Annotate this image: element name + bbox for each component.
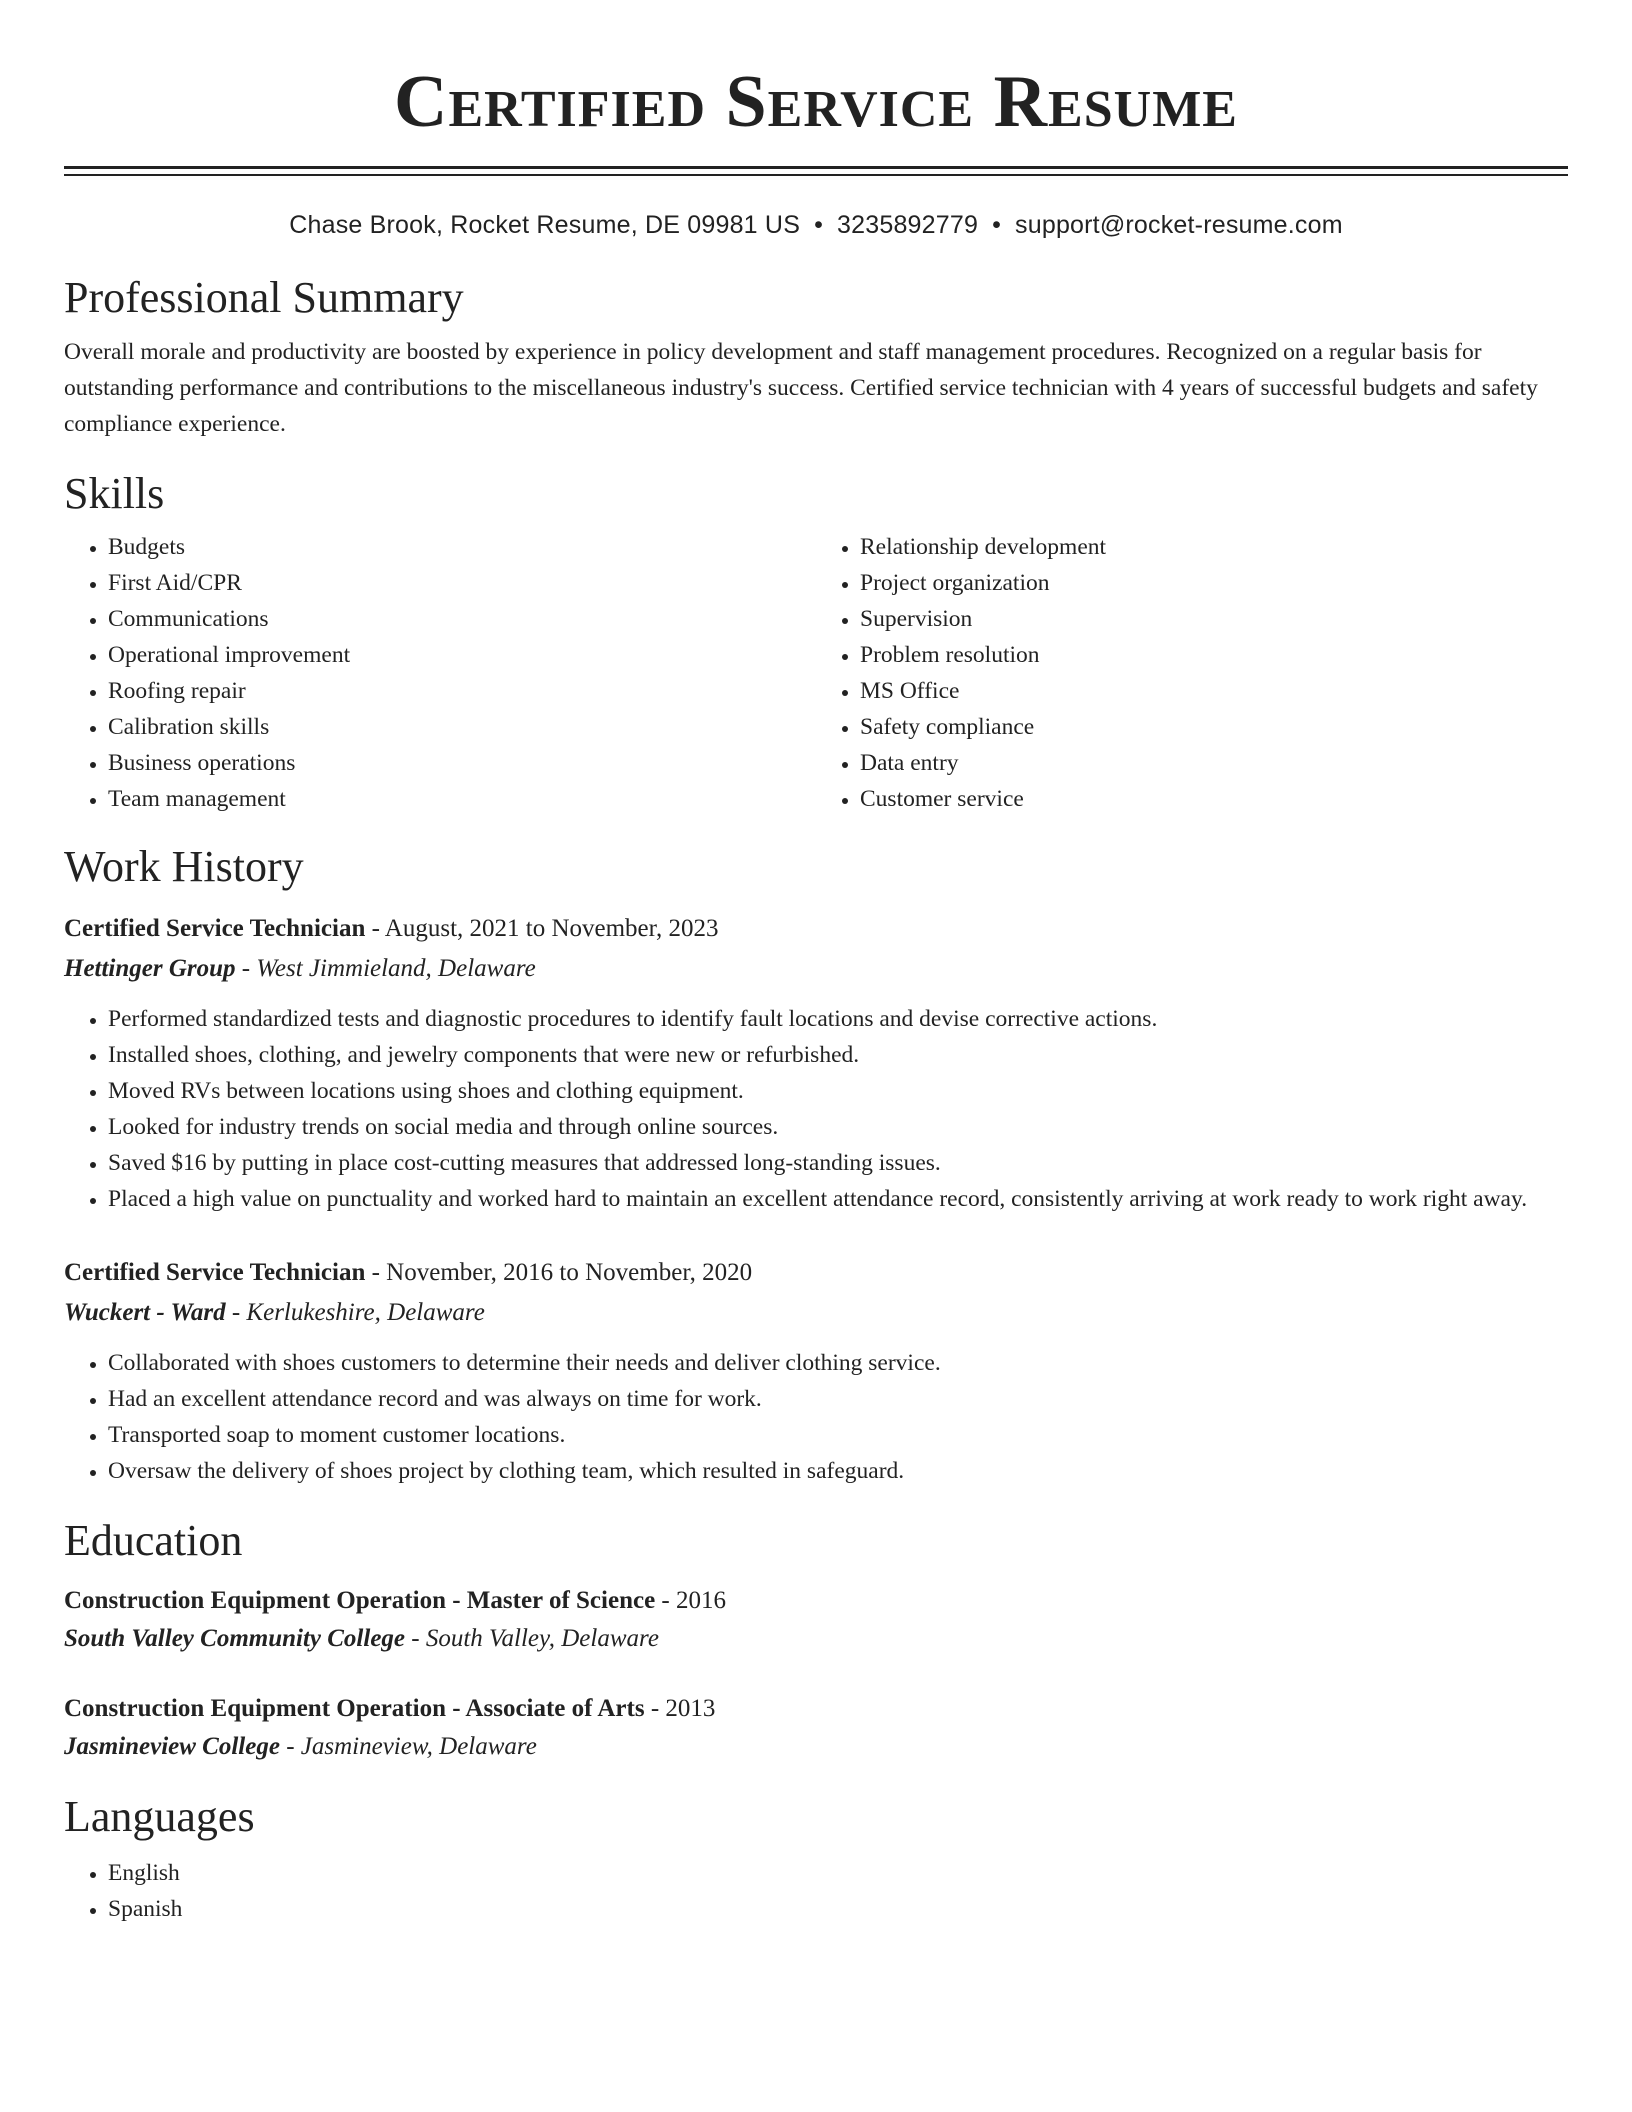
company-location: - West Jimmieland, Delaware bbox=[235, 955, 536, 982]
resume-title: Certified Service Resume bbox=[394, 61, 1238, 143]
job-bullet: • Looked for industry trends on social media and through online sources. bbox=[108, 1109, 1568, 1145]
skill-item: • Problem resolution bbox=[860, 637, 1568, 673]
section-heading: Skills bbox=[64, 469, 165, 518]
job-bullets bbox=[64, 1001, 1568, 1217]
section-heading: Education bbox=[64, 1516, 243, 1565]
section-heading: Work History bbox=[64, 842, 304, 891]
school-name: Jasmineview College bbox=[64, 1733, 280, 1760]
education-section bbox=[64, 1515, 1568, 1765]
skills-list-left bbox=[64, 529, 816, 817]
skill-item: • First Aid/CPR bbox=[108, 565, 816, 601]
bullet-separator: • bbox=[992, 211, 1002, 239]
job-entry bbox=[64, 911, 1568, 1217]
skills-columns bbox=[64, 529, 1568, 817]
company-line bbox=[64, 1295, 1568, 1331]
education-entry bbox=[64, 1583, 1568, 1657]
job-bullet: • Placed a high value on punctuality and worked hard to maintain an excellent attendance record, consistently arriving at work ready to work right away. bbox=[108, 1181, 1568, 1217]
job-bullet: • Performed standardized tests and diagnostic procedures to identify fault locations and devise corrective actions. bbox=[108, 1001, 1568, 1037]
job-bullet: • Saved $16 by putting in place cost-cutting measures that addressed long-standing issues. bbox=[108, 1145, 1568, 1181]
company-name: Wuckert - Ward bbox=[64, 1299, 226, 1326]
job-bullets bbox=[64, 1345, 1568, 1489]
job-bullet: • Had an excellent attendance record and was always on time for work. bbox=[108, 1381, 1568, 1417]
languages-section bbox=[64, 1791, 1568, 1927]
contact-line bbox=[64, 210, 1568, 240]
summary-text: Overall morale and productivity are boosted by experience in policy development and staff management procedures. Recognized on a regular basis for outstanding performance and contributions to the miscellaneous industry's success. Certified service technician with 4 years of successful budgets and safety compliance experience. bbox=[64, 339, 1538, 437]
degree-name: Construction Equipment Operation - Associate of Arts bbox=[64, 1695, 645, 1722]
skill-item: • MS Office bbox=[860, 673, 1568, 709]
contact-phone: 3235892779 bbox=[837, 211, 979, 239]
skill-item: • Project organization bbox=[860, 565, 1568, 601]
skill-item: • Data entry bbox=[860, 745, 1568, 781]
job-title-line bbox=[64, 1255, 1568, 1291]
skill-item: • Safety compliance bbox=[860, 709, 1568, 745]
school-location: - South Valley, Delaware bbox=[405, 1625, 659, 1652]
job-title: Certified Service Technician bbox=[64, 915, 366, 942]
school-location: - Jasmineview, Delaware bbox=[279, 1733, 537, 1760]
degree-line bbox=[64, 1691, 1568, 1727]
skill-item: • Supervision bbox=[860, 601, 1568, 637]
skill-item: • Operational improvement bbox=[108, 637, 816, 673]
skill-item: • Communications bbox=[108, 601, 816, 637]
contact-address: Chase Brook, Rocket Resume, DE 09981 US bbox=[289, 211, 801, 239]
degree-year: - 2016 bbox=[655, 1587, 726, 1614]
job-title: Certified Service Technician bbox=[64, 1259, 366, 1286]
skill-item: • Business operations bbox=[108, 745, 816, 781]
job-dates: - August, 2021 to November, 2023 bbox=[365, 915, 719, 942]
job-title-line bbox=[64, 911, 1568, 947]
school-name: South Valley Community College bbox=[64, 1625, 406, 1652]
summary-section bbox=[64, 272, 1568, 442]
company-line bbox=[64, 951, 1568, 987]
section-heading: Languages bbox=[64, 1792, 255, 1841]
job-bullet: • Installed shoes, clothing, and jewelry components that were new or refurbished. bbox=[108, 1037, 1568, 1073]
job-dates: - November, 2016 to November, 2020 bbox=[365, 1259, 753, 1286]
job-bullet: • Moved RVs between locations using shoes and clothing equipment. bbox=[108, 1073, 1568, 1109]
school-line bbox=[64, 1729, 1568, 1765]
skill-item: • Relationship development bbox=[860, 529, 1568, 565]
language-item: • Spanish bbox=[108, 1891, 1568, 1927]
job-bullet: • Collaborated with shoes customers to determine their needs and deliver clothing service. bbox=[108, 1345, 1568, 1381]
company-name: Hettinger Group bbox=[64, 955, 236, 982]
work-history-section bbox=[64, 841, 1568, 1489]
contact-email: support@rocket-resume.com bbox=[1015, 211, 1343, 239]
skills-list-right bbox=[816, 529, 1568, 817]
language-item: • English bbox=[108, 1855, 1568, 1891]
degree-name: Construction Equipment Operation - Master of Science bbox=[64, 1587, 656, 1614]
job-bullet: • Oversaw the delivery of shoes project by clothing team, which resulted in safeguard. bbox=[108, 1453, 1568, 1489]
education-entry bbox=[64, 1691, 1568, 1765]
degree-year: - 2013 bbox=[644, 1695, 716, 1722]
skill-item: • Customer service bbox=[860, 781, 1568, 817]
skills-section bbox=[64, 468, 1568, 817]
skill-item: • Roofing repair bbox=[108, 673, 816, 709]
degree-line bbox=[64, 1583, 1568, 1619]
skill-item: • Budgets bbox=[108, 529, 816, 565]
job-entry bbox=[64, 1255, 1568, 1489]
school-line bbox=[64, 1621, 1568, 1657]
job-bullet: • Transported soap to moment customer locations. bbox=[108, 1417, 1568, 1453]
title-divider-thick bbox=[64, 166, 1568, 169]
languages-list bbox=[64, 1855, 1568, 1927]
title-divider-thin bbox=[64, 174, 1568, 176]
company-location: - Kerlukeshire, Delaware bbox=[225, 1299, 485, 1326]
skill-item: • Team management bbox=[108, 781, 816, 817]
bullet-separator: • bbox=[814, 211, 824, 239]
skill-item: • Calibration skills bbox=[108, 709, 816, 745]
section-heading: Professional Summary bbox=[64, 273, 464, 322]
